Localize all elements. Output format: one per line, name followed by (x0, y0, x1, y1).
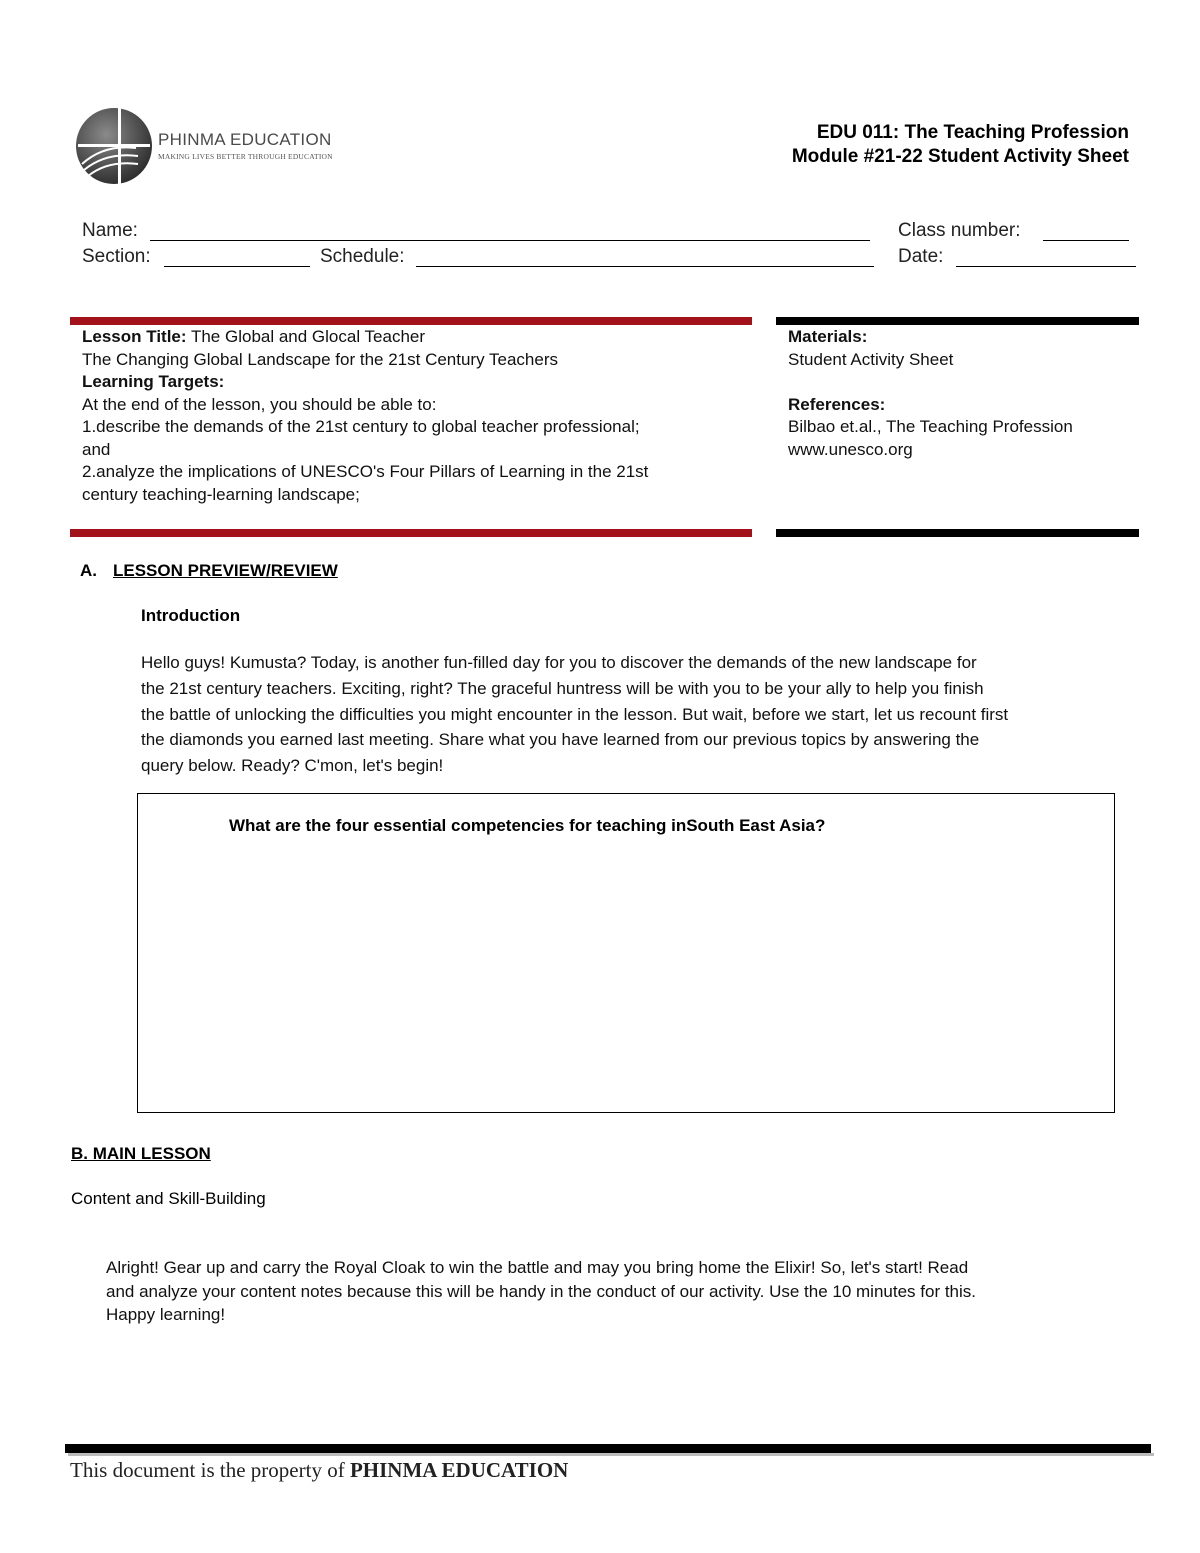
lesson-title-label: Lesson Title: (82, 327, 187, 346)
lesson-subtitle: The Changing Global Landscape for the 21st Century Teachers (82, 349, 558, 369)
intro-line-3: the battle of unlocking the difficulties you might encounter in the lesson. But wait, before we start, let us recount first (141, 704, 1009, 724)
black-divider-bottom (776, 529, 1139, 537)
target-1a: 1.describe the demands of the 21st century to global teacher professional; (82, 417, 640, 436)
learning-targets-label: Learning Targets: (82, 372, 225, 391)
footer-prefix: This document is the property of (70, 1458, 345, 1482)
class-number-field[interactable] (1043, 240, 1129, 241)
module-title: Module #21-22 Student Activity Sheet (791, 146, 1129, 167)
review-question: What are the four essential competencies for teaching inSouth East Asia? (229, 816, 826, 835)
section-b-heading: B. MAIN LESSON (71, 1144, 211, 1163)
footer-company: PHINMA EDUCATION (349, 1458, 569, 1482)
footer-ownership-note (70, 1458, 568, 1483)
intro-line-1: Hello guys! Kumusta? Today, is another fun-filled day for you to discover the demands of the new landscape for (141, 653, 977, 672)
logo-name: PHINMA EDUCATION (158, 130, 332, 149)
answer-box[interactable] (137, 793, 1115, 1113)
intro-line-2: the 21st century teachers. Exciting, right? The graceful huntress will be with you to be your ally to help you finish (141, 678, 984, 698)
course-title: EDU 011: The Teaching Profession (816, 122, 1129, 143)
section-label: Section: (82, 246, 151, 267)
name-field[interactable] (150, 240, 870, 241)
section-a-letter: A. (80, 561, 97, 580)
phinma-globe-icon (74, 104, 154, 188)
reference-item-2: www.unesco.org (788, 439, 913, 459)
name-label: Name: (82, 220, 138, 241)
date-field[interactable] (956, 266, 1136, 267)
introduction-heading: Introduction (141, 606, 241, 625)
lesson-info (82, 326, 762, 506)
red-divider-top (70, 317, 752, 325)
target-2a: 2.analyze the implications of UNESCO's Four Pillars of Learning in the 21st (82, 462, 649, 481)
main-line-2: and analyze your content notes because this will be handy in the conduct of our activity. Use the 10 minutes for this. (106, 1281, 977, 1301)
main-line-1: Alright! Gear up and carry the Royal Cloak to win the battle and may you bring home the Elixir! So, let's start! Read (106, 1258, 969, 1277)
schedule-label: Schedule: (320, 246, 405, 267)
logo-tagline: MAKING LIVES BETTER THROUGH EDUCATION (158, 152, 333, 161)
phinma-logo (74, 104, 334, 188)
date-label: Date: (898, 246, 944, 267)
intro-line-5: query below. Ready? C'mon, let's begin! (141, 756, 444, 776)
black-divider-top (776, 317, 1139, 325)
target-2b: century teaching-learning landscape; (82, 484, 360, 504)
materials-label: Materials: (788, 327, 868, 346)
intro-line-4: the diamonds you earned last meeting. Share what you have learned from our previous topics by answering the (141, 730, 980, 750)
class-number-label: Class number: (898, 220, 1021, 241)
main-line-3: Happy learning! (106, 1305, 226, 1324)
references-label: References: (788, 394, 886, 414)
footer-divider-shadow (68, 1453, 1154, 1456)
target-1b: and (82, 439, 111, 459)
section-field[interactable] (164, 266, 310, 267)
reference-item-1: Bilbao et.al., The Teaching Profession (788, 417, 1073, 436)
schedule-field[interactable] (416, 266, 874, 267)
main-lesson-paragraph (106, 1256, 1146, 1327)
red-divider-bottom (70, 529, 752, 537)
lesson-title-value: The Global and Glocal Teacher (190, 327, 426, 346)
footer-divider (65, 1444, 1151, 1453)
materials-value: Student Activity Sheet (788, 349, 954, 369)
introduction-paragraph (141, 650, 1141, 779)
materials-references (788, 326, 1148, 461)
section-a-heading: LESSON PREVIEW/REVIEW (113, 561, 338, 580)
content-skill-building-label: Content and Skill-Building (71, 1189, 266, 1208)
targets-intro: At the end of the lesson, you should be able to: (82, 394, 437, 414)
